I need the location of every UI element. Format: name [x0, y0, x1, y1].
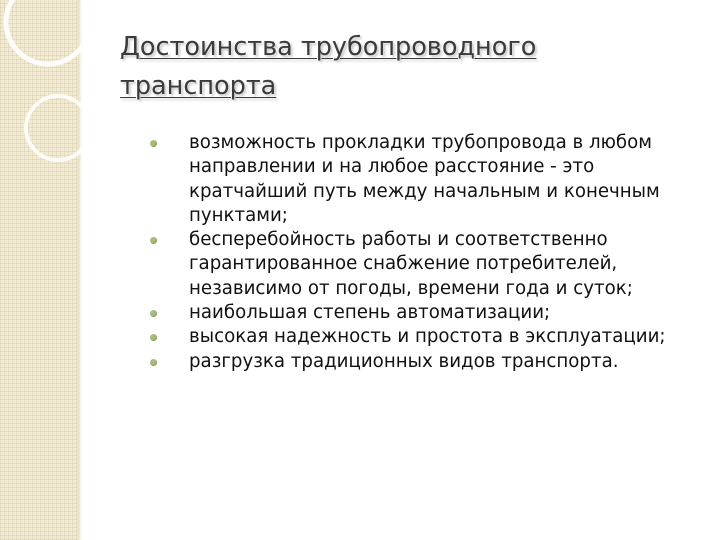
slide-title-line-2 — [120, 67, 680, 106]
list-item-text: разгрузка традиционных видов транспорта. — [189, 350, 619, 372]
bullet-icon — [150, 237, 157, 244]
decorative-circle-large — [6, 0, 90, 64]
slide-title-text-2: транспорта — [120, 71, 277, 101]
list-item — [150, 350, 690, 374]
list-item-text: возможность прокладки трубопровода в любом направлении и на любое расстояние - это кратчайший путь между начальным и конечным пунктами; — [189, 132, 660, 226]
list-item-text: бесперебойность работы и соответственно гарантированное снабжение потребителей, независимо от погоды, времени года и суток; — [189, 229, 633, 299]
list-item-text: высокая надежность и простота в эксплуатации; — [189, 326, 666, 348]
slide-title-text-1: Достоинства трубопроводного — [120, 32, 537, 62]
list-item — [150, 131, 690, 228]
list-item-text: наибольшая степень автоматизации; — [189, 302, 551, 324]
slide-title-line-1 — [120, 28, 680, 67]
decorative-circle-small — [26, 96, 90, 160]
list-item — [150, 325, 690, 349]
slide-title — [120, 28, 680, 106]
bullet-icon — [150, 140, 157, 147]
list-item — [150, 228, 690, 301]
decorative-circles — [0, 0, 110, 200]
bullet-icon — [150, 359, 157, 366]
bullet-icon — [150, 334, 157, 341]
list-item — [150, 301, 690, 325]
advantages-list — [150, 131, 690, 374]
bullet-icon — [150, 310, 157, 317]
